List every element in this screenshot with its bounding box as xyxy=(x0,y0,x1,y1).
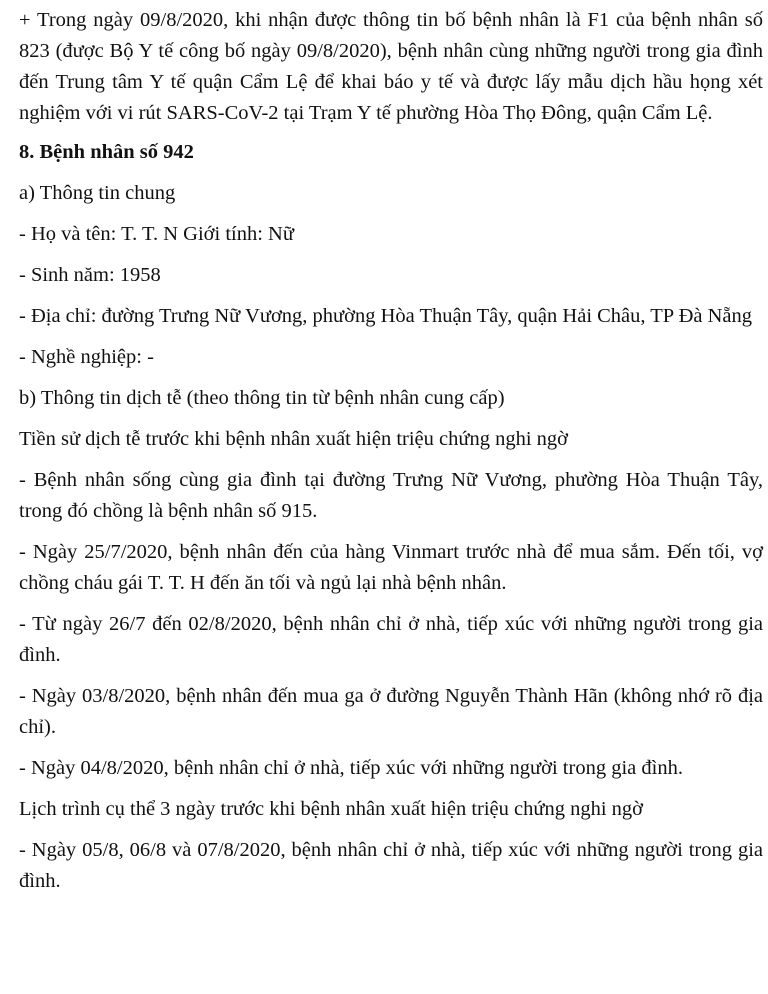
history-item: - Bệnh nhân sống cùng gia đình tại đường Trưng Nữ Vương, phường Hòa Thuận Tây, trong đó chồng là bệnh nhân số 915. xyxy=(19,469,763,522)
subsection-a-heading: a) Thông tin chung xyxy=(19,182,176,204)
patient-name-gender: - Họ và tên: T. T. N Giới tính: Nữ xyxy=(19,223,294,245)
schedule-item: - Ngày 05/8, 06/8 và 07/8/2020, bệnh nhân chỉ ở nhà, tiếp xúc với những người trong gia đình. xyxy=(19,839,763,892)
history-item: - Từ ngày 26/7 đến 02/8/2020, bệnh nhân chỉ ở nhà, tiếp xúc với những người trong gia đình. xyxy=(19,613,763,666)
intro-paragraph: + Trong ngày 09/8/2020, khi nhận được thông tin bố bệnh nhân là F1 của bệnh nhân số 823 (được Bộ Y tế công bố ngày 09/8/2020), bệnh nhân cùng những người trong gia đình đến Trung tâm Y tế quận Cẩm Lệ để khai báo y tế và được lấy mẫu dịch hầu họng xét nghiệm với vi rút SARS-CoV-2 tại Trạm Y tế phường Hòa Thọ Đông, quận Cẩm Lệ. xyxy=(19,9,763,124)
history-item: - Ngày 04/8/2020, bệnh nhân chỉ ở nhà, tiếp xúc với những người trong gia đình. xyxy=(19,757,683,779)
patient-occupation: - Nghề nghiệp: - xyxy=(19,346,154,368)
history-item: - Ngày 03/8/2020, bệnh nhân đến mua ga ở đường Nguyễn Thành Hãn (không nhớ rõ địa chỉ). xyxy=(19,685,763,738)
patient-birth-year: - Sinh năm: 1958 xyxy=(19,264,161,286)
section-heading: 8. Bệnh nhân số 942 xyxy=(19,141,194,163)
subsection-b-heading: b) Thông tin dịch tễ (theo thông tin từ bệnh nhân cung cấp) xyxy=(19,387,505,409)
history-item: - Ngày 25/7/2020, bệnh nhân đến của hàng Vinmart trước nhà để mua sắm. Đến tối, vợ chồng cháu gái T. T. H đến ăn tối và ngủ lại nhà bệnh nhân. xyxy=(19,541,763,594)
patient-address: - Địa chỉ: đường Trưng Nữ Vương, phường Hòa Thuận Tây, quận Hải Châu, TP Đà Nẵng xyxy=(19,305,753,327)
document-body xyxy=(19,0,763,897)
schedule-heading: Lịch trình cụ thể 3 ngày trước khi bệnh nhân xuất hiện triệu chứng nghi ngờ xyxy=(19,798,644,820)
history-heading: Tiền sử dịch tễ trước khi bệnh nhân xuất hiện triệu chứng nghi ngờ xyxy=(19,428,569,450)
